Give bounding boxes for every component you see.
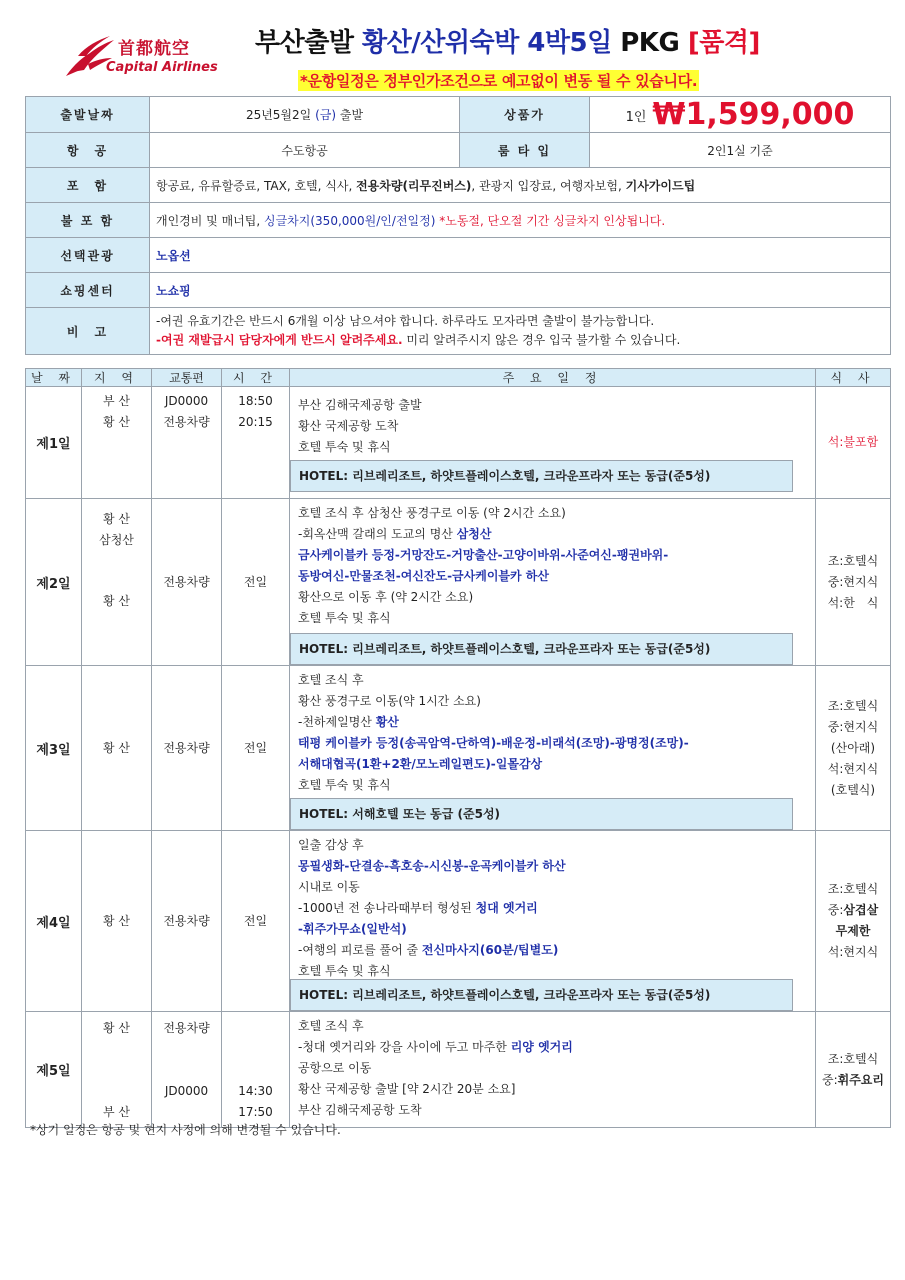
day-label: 제5일 (26, 1012, 82, 1128)
day-itinerary: 호텔 조식 후 황산 풍경구로 이동(약 1시간 소요) -천하제일명산 황산 태평 케이블카 등정(송곡암역-단하역)-배운정-비래석(조망)-광명정(조망)- 서해대협곡(1환+2환/모노레일편도)-일몰감상 호텔 투숙 및 휴식 HOTEL: 서해호텔 또는 동급 (준5성) (290, 666, 816, 831)
header-itinerary: 주 요 일 정 (290, 369, 816, 387)
shopping-label: 쇼핑센터 (26, 273, 150, 308)
itinerary-day-1 (26, 387, 891, 499)
day-time: 전일 (222, 831, 290, 1012)
excluded-value: 개인경비 및 매너팁, 싱글차지(350,000원/인/전일정) *노동절, 단오절 기간 싱글차지 인상됩니다. (150, 203, 891, 238)
remark-row (26, 308, 891, 355)
itinerary-header-row (26, 369, 891, 387)
day-time: 전일 (222, 666, 290, 831)
logo-english-text: Capital Airlines (106, 60, 218, 75)
day-meals: 조:호텔식 중:휘주요리 (816, 1012, 891, 1128)
header-time: 시 간 (222, 369, 290, 387)
day-region: 황 산 삼청산 황 산 (82, 499, 152, 666)
hotel-info: HOTEL: 서해호텔 또는 동급 (준5성) (290, 798, 793, 830)
itinerary-table (25, 368, 891, 1128)
day-label: 제3일 (26, 666, 82, 831)
itinerary-day-5 (26, 1012, 891, 1128)
hotel-info: HOTEL: 리브레리조트, 하얏트플레이스호텔, 크라운프라자 또는 동급(준5성) (290, 979, 793, 1011)
price-value: 1인 ₩1,599,000 (590, 97, 891, 133)
header-region: 지 역 (82, 369, 152, 387)
optional-tour-value: 노옵션 (150, 238, 891, 273)
day-time: 전일 (222, 499, 290, 666)
hotel-info: HOTEL: 리브레리조트, 하얏트플레이스호텔, 크라운프라자 또는 동급(준5성) (290, 460, 793, 492)
header-meals: 식 사 (816, 369, 891, 387)
day-region: 황 산 부 산 (82, 1012, 152, 1128)
included-value: 항공료, 유류할증료, TAX, 호텔, 식사, 전용차량(리무진버스), 관광지 입장료, 여행자보험, 기사가이드팁 (150, 168, 891, 203)
departure-row (26, 97, 891, 133)
product-info-table (25, 96, 891, 355)
day-transport: 전용차량 JD0000 (152, 1012, 222, 1128)
airline-label: 항 공 (26, 133, 150, 168)
page-title: 부산출발 황산/산위숙박 4박5일 PKG [품격] (255, 28, 760, 58)
day-transport: JD0000 전용차량 (152, 387, 222, 499)
header-transport: 교통편 (152, 369, 222, 387)
hotel-info: HOTEL: 리브레리조트, 하얏트플레이스호텔, 크라운프라자 또는 동급(준5성) (290, 633, 793, 665)
day-meals: 조:호텔식 중:삼겹살 무제한 석:현지식 (816, 831, 891, 1012)
day-itinerary: 일출 감상 후 몽필생화-단결송-흑호송-시신봉-운곡케이블카 하산 시내로 이동 -1000년 전 송나라때부터 형성된 청대 옛거리 -휘주가무쇼(일반석) -여행의 피로를 풀어 줄 전신마사지(60분/팁별도) 호텔 투숙 및 휴식 HOTEL: 리브레리조트, 하얏트플레이스호텔, 크라운프라자 또는 동급(준5성) (290, 831, 816, 1012)
day-label: 제2일 (26, 499, 82, 666)
day-label: 제1일 (26, 387, 82, 499)
remark-label: 비 고 (26, 308, 150, 355)
airline-value: 수도항공 (150, 133, 460, 168)
day-meals: 석:불포함 (816, 387, 891, 499)
remark-value: -여권 유효기간은 반드시 6개월 이상 남으셔야 합니다. 하루라도 모자라면 출발이 불가능합니다. -여권 재발급시 담당자에게 반드시 알려주세요. 미리 알려주시지 않은 경우 입국 불가할 수 있습니다. (150, 308, 891, 355)
day-itinerary: 부산 김해국제공항 출발 황산 국제공항 도착 호텔 투숙 및 휴식 HOTEL: 리브레리조트, 하얏트플레이스호텔, 크라운프라자 또는 동급(준5성) (290, 387, 816, 499)
shopping-value: 노쇼핑 (150, 273, 891, 308)
day-transport: 전용차량 (152, 666, 222, 831)
itinerary-day-4 (26, 831, 891, 1012)
logo-chinese-text: 首都航空 (118, 39, 190, 59)
airline-row (26, 133, 891, 168)
itinerary-day-2 (26, 499, 891, 666)
included-row (26, 168, 891, 203)
schedule-notice: *운항일정은 정부인가조건으로 예고없이 변동 될 수 있습니다. (300, 72, 698, 90)
day-region: 황 산 (82, 831, 152, 1012)
day-meals: 조:호텔식 중:현지식 석:한 식 (816, 499, 891, 666)
itinerary-day-3 (26, 666, 891, 831)
day-transport: 전용차량 (152, 499, 222, 666)
departure-value: 25년5월2일 (금) 출발 (150, 97, 460, 133)
day-itinerary: 호텔 조식 후 -청대 옛거리와 강을 사이에 두고 마주한 리양 옛거리 공항으로 이동 황산 국제공항 출발 [약 2시간 20분 소요] 부산 김해국제공항 도착 (290, 1012, 816, 1128)
day-itinerary: 호텔 조식 후 삼청산 풍경구로 이동 (약 2시간 소요) -회옥산맥 갈래의 도교의 명산 삼청산 금사케이블카 등정-거망잔도-거망출산-고양이바위-사준여신-팽권바위- 동방여신-만물조천-여신잔도-금사케이블카 하산 황산으로 이동 후 (약 2시간 소요) 호텔 투숙 및 휴식 HOTEL: 리브레리조트, 하얏트플레이스호텔, 크라운프라자 또는 동급(준5성) (290, 499, 816, 666)
departure-label: 출발날짜 (26, 97, 150, 133)
header-date: 날 짜 (26, 369, 82, 387)
excluded-label: 불 포 함 (26, 203, 150, 238)
day-region: 황 산 (82, 666, 152, 831)
optional-tour-label: 선택관광 (26, 238, 150, 273)
included-label: 포 함 (26, 168, 150, 203)
optional-tour-row (26, 238, 891, 273)
excluded-row (26, 203, 891, 238)
day-meals: 조:호텔식 중:현지식 (산아래) 석:현지식 (호텔식) (816, 666, 891, 831)
room-type-value: 2인1실 기준 (590, 133, 891, 168)
day-time: 18:50 20:15 (222, 387, 290, 499)
day-transport: 전용차량 (152, 831, 222, 1012)
day-time: 14:30 17:50 (222, 1012, 290, 1128)
price-label: 상품가 (460, 97, 590, 133)
room-type-label: 룸 타 입 (460, 133, 590, 168)
day-region: 부 산 황 산 (82, 387, 152, 499)
capital-airlines-logo (62, 32, 222, 82)
day-label: 제4일 (26, 831, 82, 1012)
footer-note: *상기 일정은 항공 및 현지 사정에 의해 변경될 수 있습니다. (30, 1123, 341, 1137)
shopping-row (26, 273, 891, 308)
